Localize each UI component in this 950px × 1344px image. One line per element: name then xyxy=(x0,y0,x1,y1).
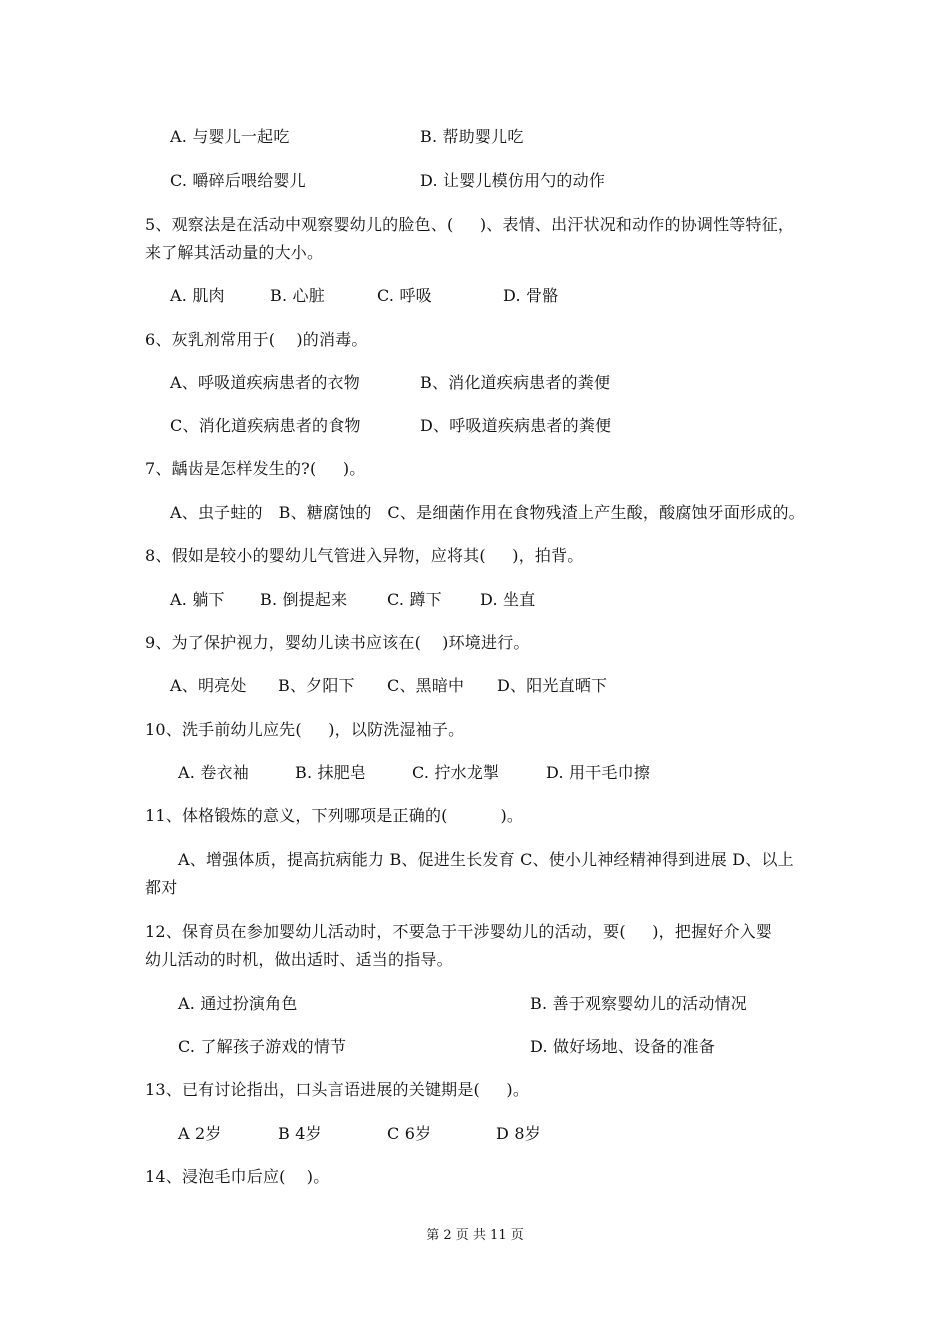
q6-option-b: B、消化道疾病患者的粪便 xyxy=(420,373,611,392)
q10-option-b: B. 抹肥皂 xyxy=(295,763,367,782)
q6-option-c: C、消化道疾病患者的食物 xyxy=(170,416,361,435)
q5-option-d: D. 骨骼 xyxy=(503,286,559,305)
q4-option-d: D. 让婴儿模仿用勺的动作 xyxy=(420,171,606,190)
q8-option-c: C. 蹲下 xyxy=(387,590,442,609)
q12-option-a: A. 通过扮演角色 xyxy=(178,994,298,1013)
q5-stem-line2: 来了解其活动量的大小。 xyxy=(145,243,324,262)
q9-option-a: A、明亮处 xyxy=(170,676,247,695)
q9-option-b: B、夕阳下 xyxy=(278,676,355,695)
q4-option-b: B. 帮助婴儿吃 xyxy=(420,127,524,146)
q8-option-d: D. 坐直 xyxy=(480,590,536,609)
q10-option-c: C. 拧水龙掣 xyxy=(412,763,500,782)
q4-option-c: C. 嚼碎后喂给婴儿 xyxy=(170,171,306,190)
q13-option-b: B 4岁 xyxy=(278,1124,322,1143)
q12-option-b: B. 善于观察婴幼儿的活动情况 xyxy=(530,994,747,1013)
q14-stem: 14、浸泡毛巾后应( )。 xyxy=(145,1167,330,1186)
q5-option-b: B. 心脏 xyxy=(270,286,325,305)
q13-option-a: A 2岁 xyxy=(178,1124,222,1143)
q12-stem-line1: 12、保育员在参加婴幼儿活动时，不要急于干涉婴幼儿的活动，要( )，把握好介入婴 xyxy=(145,922,773,941)
q10-option-d: D. 用干毛巾擦 xyxy=(546,763,651,782)
q4-option-a: A. 与婴儿一起吃 xyxy=(170,127,290,146)
q9-stem: 9、为了保护视力，婴幼儿读书应该在( )环境进行。 xyxy=(145,633,530,652)
q10-stem: 10、洗手前幼儿应先( )，以防洗湿袖子。 xyxy=(145,720,465,739)
q13-option-d: D 8岁 xyxy=(496,1124,541,1143)
q12-option-c: C. 了解孩子游戏的情节 xyxy=(178,1037,347,1056)
q11-options-line2: 都对 xyxy=(145,878,178,897)
page-number-footer: 第 2 页 共 11 页 xyxy=(426,1228,524,1243)
q12-option-d: D. 做好场地、设备的准备 xyxy=(530,1037,716,1056)
q8-stem: 8、假如是较小的婴幼儿气管进入异物，应将其( )，拍背。 xyxy=(145,546,584,565)
q7-options: A、虫子蛀的 B、糖腐蚀的 C、是细菌作用在食物残渣上产生酸，酸腐蚀牙面形成的。 xyxy=(170,503,805,522)
q5-option-c: C. 呼吸 xyxy=(377,286,432,305)
q9-option-c: C、黑暗中 xyxy=(387,676,465,695)
q11-stem: 11、体格锻炼的意义，下列哪项是正确的( )。 xyxy=(145,806,524,825)
q13-option-c: C 6岁 xyxy=(387,1124,432,1143)
q5-option-a: A. 肌肉 xyxy=(170,286,225,305)
q8-option-a: A. 躺下 xyxy=(170,590,225,609)
q6-stem: 6、灰乳剂常用于( )的消毒。 xyxy=(145,330,368,349)
q12-stem-line2: 幼儿活动的时机，做出适时、适当的指导。 xyxy=(145,950,453,969)
q5-stem-line1: 5、观察法是在活动中观察婴幼儿的脸色、( )、表情、出汗状况和动作的协调性等特征， xyxy=(145,215,795,234)
q8-option-b: B. 倒提起来 xyxy=(260,590,348,609)
q6-option-d: D、呼吸道疾病患者的粪便 xyxy=(420,416,612,435)
q13-stem: 13、已有讨论指出，口头言语进展的关键期是( )。 xyxy=(145,1080,530,1099)
q7-stem: 7、龋齿是怎样发生的?( )。 xyxy=(145,459,366,478)
q9-option-d: D、阳光直晒下 xyxy=(497,676,608,695)
q11-options-line1: A、增强体质，提高抗病能力 B、促进生长发育 C、使小儿神经精神得到进展 D、以上 xyxy=(178,850,794,869)
q10-option-a: A. 卷衣袖 xyxy=(178,763,249,782)
q6-option-a: A、呼吸道疾病患者的衣物 xyxy=(170,373,360,392)
